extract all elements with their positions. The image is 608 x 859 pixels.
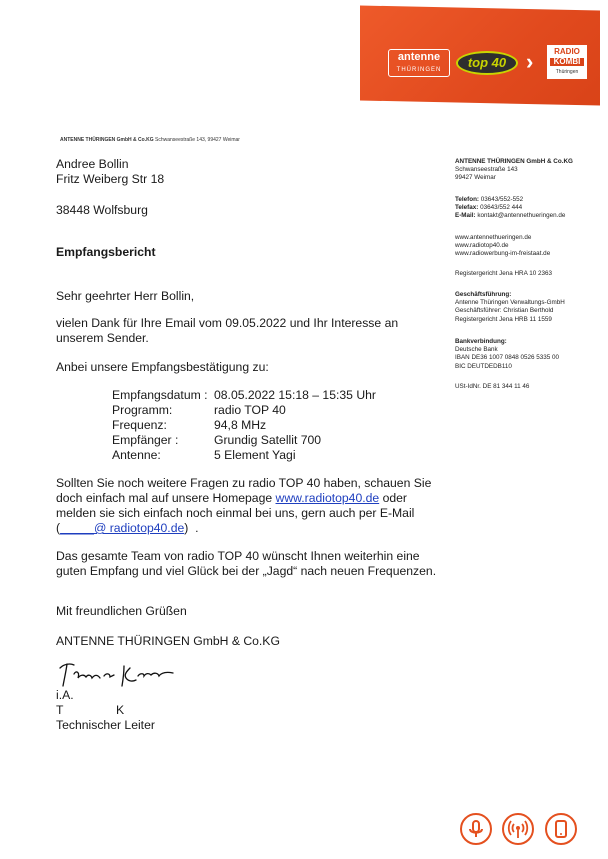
homepage-link[interactable]: www.radiotop40.de — [275, 491, 380, 505]
email-link[interactable]: _____@ radiotop40.de — [60, 521, 185, 535]
sidebar-bank: Bankverbindung: Deutsche Bank IBAN DE36 1007 0848 0526 5335 00 BIC DEUTDEDB110 — [455, 338, 559, 370]
signature-initial-k: K — [116, 703, 125, 717]
reception-value: 94,8 MHz — [214, 418, 267, 432]
antenne-thueringen-logo: antenne THÜRINGEN — [388, 49, 450, 77]
company-name: ANTENNE THÜRINGEN GmbH & Co.KG — [56, 634, 280, 648]
reception-label: Empfangsdatum : — [112, 388, 208, 402]
closing: Mit freundlichen Grüßen — [56, 604, 187, 618]
sidebar-vat: USt-IdNr. DE 81 344 11 46 — [455, 383, 530, 390]
sidebar-websites: www.antennethueringen.de www.radiotop40.de www.radiowerbung-im-freistaat.de — [455, 234, 551, 258]
sidebar-contact: Telefon: 03643/552-552 Telefax: 03643/552 444 E-Mail: kontakt@antennethueringen.de — [455, 196, 566, 220]
chevron-right-icon: › — [526, 49, 534, 74]
mobile-phone-icon — [545, 813, 577, 845]
paragraph-1-line-1: vielen Dank für Ihre Email vom 09.05.2022 und Ihr Interesse an — [56, 316, 399, 330]
sidebar-address: ANTENNE THÜRINGEN GmbH & Co.KG Schwanseestraße 143 99427 Weimar — [455, 158, 573, 182]
broadcast-icon — [502, 813, 534, 845]
reception-label: Frequenz: — [112, 418, 167, 432]
microphone-icon — [460, 813, 492, 845]
letter-subject: Empfangsbericht — [56, 245, 156, 259]
paragraph-4-line-2: guten Empfang und viel Glück bei der „Jagd“ nach neuen Frequenzen. — [56, 564, 437, 578]
reception-value: 08.05.2022 15:18 – 15:35 Uhr — [214, 388, 376, 402]
paragraph-1-line-2: unserem Sender. — [56, 331, 149, 345]
paragraph-3-line-2: doch einfach mal auf unsere Homepage www.radiotop40.de oder — [56, 491, 407, 505]
paragraph-4-line-1: Das gesamte Team von radio TOP 40 wünscht Ihnen weiterhin eine — [56, 549, 420, 563]
recipient-name: Andree Bollin — [56, 157, 129, 171]
signature-image — [58, 660, 183, 690]
salutation: Sehr geehrter Herr Bollin, — [56, 289, 195, 303]
paragraph-3-line-1: Sollten Sie noch weitere Fragen zu radio TOP 40 haben, schauen Sie — [56, 476, 432, 490]
reception-label: Empfänger : — [112, 433, 179, 447]
reception-value: radio TOP 40 — [214, 403, 286, 417]
paragraph-3-line-4: (_____@ radiotop40.de) . — [56, 521, 199, 535]
recipient-street: Fritz Weiberg Str 18 — [56, 172, 165, 186]
sidebar-management: Geschäftsführung: Antenne Thüringen Verwaltungs-GmbH Geschäftsführer: Christian Berthold Registergericht Jena HRB 11 1559 — [455, 291, 565, 323]
reception-label: Antenne: — [112, 448, 161, 462]
paragraph-3-line-3: melden sie sich einfach noch einmal bei uns, gern auch per E-Mail — [56, 506, 415, 520]
radio-top40-logo: top 40 — [456, 51, 518, 75]
signature-title: Technischer Leiter — [56, 718, 155, 732]
recipient-city: 38448 Wolfsburg — [56, 203, 148, 217]
signature-initial-t: T — [56, 703, 64, 717]
sidebar-register: Registergericht Jena HRA 10 2363 — [455, 270, 552, 277]
reception-label: Programm: — [112, 403, 173, 417]
return-address: ANTENNE THÜRINGEN GmbH & Co.KG Schwanseestraße 143, 99427 Weimar — [60, 137, 240, 143]
paragraph-2: Anbei unsere Empfangsbestätigung zu: — [56, 360, 269, 374]
reception-value: Grundig Satellit 700 — [214, 433, 322, 447]
signature-ia: i.A. — [56, 688, 74, 702]
radio-kombi-logo: RADIO KOMBI Thüringen — [547, 45, 587, 79]
reception-value: 5 Element Yagi — [214, 448, 296, 462]
